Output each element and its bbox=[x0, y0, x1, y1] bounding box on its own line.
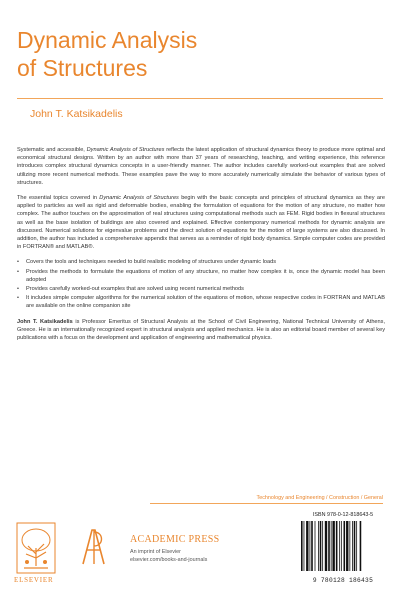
blurb bbox=[17, 146, 385, 349]
book-title-italic: Dynamic Analysis of Structures bbox=[86, 147, 165, 153]
book-title-line2: of Structures bbox=[17, 55, 148, 81]
bio-text: is Professor Emeritus of Structural Analysis at the School of Civil Engineering, National Technical University of Athens, Greece. He is an internationally recognized expert in structural analysis and applied mechanics. He is also an editorial board member of several key publications with a focus on the development and application of engineering and mathematical physics. bbox=[17, 318, 385, 342]
author-bio bbox=[17, 318, 385, 343]
barcode-digits: 9 780128 186435 bbox=[312, 577, 374, 584]
academic-press-name: ACADEMIC PRESS bbox=[130, 534, 220, 545]
elsevier-tree-logo bbox=[16, 522, 56, 574]
subject-category: Technology and Engineering / Construction / General bbox=[256, 495, 383, 501]
feature-item: • It includes simple computer algorithms for the numerical solution of the equations of motion, whose respective codes in FORTRAN and MATLAB are available on the online companion site bbox=[17, 294, 385, 310]
elsevier-wordmark: ELSEVIER bbox=[14, 576, 54, 584]
bio-name: John T. Katsikadelis bbox=[17, 318, 73, 325]
feature-item: • Provides the methods to formulate the equations of motion of any structure, no matter how complex it is, once the dynamic model has been adopted bbox=[17, 268, 385, 284]
description-text: begin with the basic concepts and principles of structural dynamics as they are applied to particles as well as rigid and deformable bodies, enabling the formulation of equations for the motion of any structure, no matter how complex. The author touches on the approximation of real structures using computational methods such as FEM. Rigid bodies in flexural structures as well as the base isolation of buildings are also covered and explained. Effective contemporary numerical methods for dynamic analysis are discussed. Numerical solutions for eigenvalue problems and the direct solution of equations for the motion of large systems are also discussed. In addition, the author has included a comprehensive appendix that serves as a reminder of rigid body dynamics. Simple computer codes are provided in FORTRAN® and MATLAB®. bbox=[17, 195, 385, 251]
feature-item: • Provides carefully worked-out examples that are solved using recent numerical methods bbox=[17, 285, 385, 293]
book-title-line1: Dynamic Analysis bbox=[17, 27, 198, 53]
subject-divider bbox=[150, 503, 383, 504]
academic-press-logo bbox=[80, 526, 108, 566]
description-text: Systematic and accessible, bbox=[17, 147, 87, 153]
author-name: John T. Katsikadelis bbox=[30, 108, 123, 120]
feature-item: • Covers the tools and techniques needed to build realistic modeling of structures under dynamic loads bbox=[17, 258, 385, 266]
imprint-line: An imprint of Elsevier bbox=[130, 549, 181, 555]
book-title-italic: Dynamic Analysis of Structures bbox=[99, 195, 179, 202]
publisher-url: elsevier.com/books-and-journals bbox=[130, 557, 208, 563]
cover-header bbox=[0, 0, 400, 128]
imprint-block bbox=[130, 534, 220, 563]
feature-list bbox=[17, 258, 385, 310]
description-paragraph-1 bbox=[17, 146, 385, 187]
description-text: reflects the latest application of structural dynamics theory to produce more optimal and economical structural designs. Written by an author with more than 37 years of researching, teaching, and writing experience, this reference introduces complex structural dynamics concepts in a user-friendly manner. The author includes carefully worked-out examples that are solved utilizing more recent numerical methods. These examples pave the way to more accurately numerically simulate the behavior of various types of structures. bbox=[17, 147, 385, 186]
isbn-label: ISBN 978-0-12-818643-5 bbox=[312, 512, 374, 518]
book-title bbox=[17, 26, 357, 82]
author-divider bbox=[17, 98, 383, 99]
barcode-icon bbox=[300, 521, 380, 571]
description-paragraph-2 bbox=[17, 194, 385, 251]
barcode-block bbox=[300, 512, 386, 594]
description-text: The essential topics covered in bbox=[17, 195, 100, 202]
